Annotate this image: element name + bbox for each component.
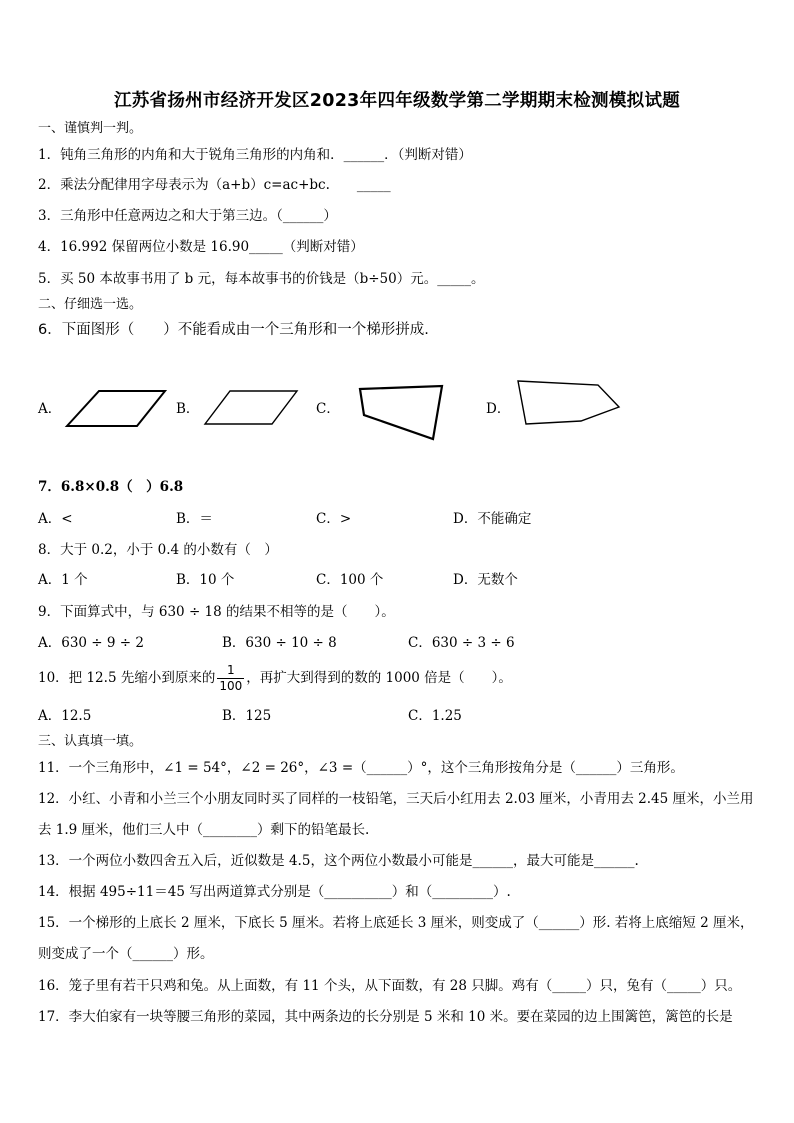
question-1: 1．钝角三角形的内角和大于锐角三角形的内角和．______．（判断对错） [38, 147, 472, 163]
question-5: 5．买 50 本故事书用了 b 元，每本故事书的价钱是（b÷50）元。_____。 [38, 271, 485, 287]
q10-text-before: 10．把 12.5 先缩小到原来的 [38, 670, 216, 686]
q8-option-d: D．无数个 [453, 572, 518, 588]
q10-option-b: B．125 [222, 708, 272, 724]
question-15-line-2: 则变成了一个（______）形。 [38, 946, 214, 962]
section-1-heading: 一、谨慎判一判。 [38, 121, 143, 136]
question-10 [38, 661, 512, 695]
q8-option-c: C．100 个 [316, 572, 384, 588]
question-8: 8．大于 0.2，小于 0.4 的小数有（ ） [38, 542, 278, 558]
q10-option-a: A．12.5 [38, 708, 92, 724]
q7-option-a: A．< [38, 511, 73, 527]
question-12-line-2: 去 1.9 厘米，他们三人中（________）剩下的铅笔最长. [38, 822, 370, 838]
q6-option-d-label: D． [486, 401, 511, 417]
question-4: 4．16.992 保留两位小数是 16.90_____（判断对错） [38, 239, 364, 255]
q7-option-b: B．＝ [176, 511, 213, 527]
section-3-heading: 三、认真填一填。 [38, 734, 143, 749]
q10-option-c: C．1.25 [408, 708, 462, 724]
page-title: 江苏省扬州市经济开发区2023年四年级数学第二学期期末检测模拟试题 [113, 91, 681, 111]
q9-option-c: C．630 ÷ 3 ÷ 6 [408, 635, 515, 651]
q10-fraction-numerator: 1 [217, 663, 244, 679]
q6-shape-d-pentagon [510, 377, 626, 429]
question-3: 3．三角形中任意两边之和大于第三边。（______） [38, 208, 337, 224]
question-2: 2．乘法分配律用字母表示为（a+b）c=ac+bc. _____ [38, 177, 391, 193]
question-9: 9．下面算式中，与 630 ÷ 18 的结果不相等的是（ ）。 [38, 604, 395, 620]
q6-option-a-label: A． [38, 401, 62, 417]
question-15-line-1: 15．一个梯形的上底长 2 厘米，下底长 5 厘米。若将上底延长 3 厘米，则变成了（______）形. 若将上底缩短 2 厘米， [38, 915, 754, 931]
question-6: 6．下面图形（ ）不能看成由一个三角形和一个梯形拼成. [38, 322, 429, 338]
q8-option-b: B．10 个 [176, 572, 235, 588]
q6-option-b-label: B． [176, 401, 200, 417]
question-13: 13．一个两位小数四舍五入后，近似数是 4.5，这个两位小数最小可能是______，最大可能是______. [38, 853, 639, 869]
q7-option-c: C．> [316, 511, 352, 527]
q7-option-d: D．不能确定 [453, 511, 532, 527]
q10-text-after: ，再扩大到得到的数的 1000 倍是（ ）。 [246, 670, 512, 686]
question-11: 11．一个三角形中，∠1 = 54°，∠2 = 26°，∠3 =（______）°，这个三角形按角分是（______）三角形。 [38, 760, 684, 776]
q6-option-c-label: C． [316, 401, 340, 417]
q9-option-b: B．630 ÷ 10 ÷ 8 [222, 635, 337, 651]
q10-fraction-denominator: 100 [219, 679, 243, 693]
question-14: 14．根据 495÷11＝45 写出两道算式分别是（__________）和（_________）. [38, 884, 511, 900]
question-16: 16．笼子里有若干只鸡和兔。从上面数，有 11 个头，从下面数，有 28 只脚。鸡有（_____）只，兔有（_____）只。 [38, 978, 742, 994]
question-7: 7．6.8×0.8（ ）6.8 [38, 479, 184, 495]
q6-shape-c-quadrilateral [354, 383, 454, 443]
q6-shape-a-parallelogram [64, 386, 174, 432]
q9-option-a: A．630 ÷ 9 ÷ 2 [38, 635, 144, 651]
q6-shape-b-parallelogram [202, 386, 302, 432]
question-17: 17．李大伯家有一块等腰三角形的菜园，其中两条边的长分别是 5 米和 10 米。要在菜园的边上围篱笆，篱笆的长是 [38, 1009, 733, 1025]
q10-fraction [217, 663, 244, 694]
section-2-heading: 二、仔细选一选。 [38, 297, 143, 312]
question-12-line-1: 12．小红、小青和小兰三个小朋友同时买了同样的一枝铅笔，三天后小红用去 2.03 厘米，小青用去 2.45 厘米，小兰用 [38, 791, 754, 807]
q8-option-a: A．1 个 [38, 572, 88, 588]
